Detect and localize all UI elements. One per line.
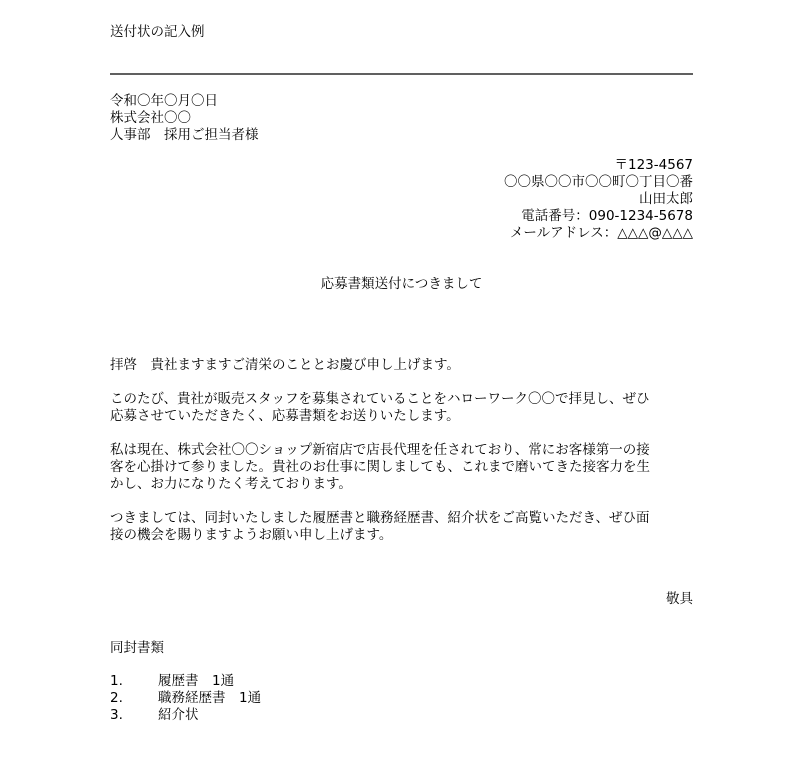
body-paragraph-1	[110, 391, 693, 425]
closing-phrase: 敬具	[666, 591, 693, 607]
sender-name: 山田太郎	[639, 191, 693, 207]
letter-subject: 応募書類送付につきまして	[320, 276, 483, 292]
document-heading: 送付状の記入例	[110, 24, 205, 40]
letter-page	[110, 0, 693, 757]
body-paragraph-2	[110, 442, 693, 493]
list-item-text: 職務経歴書 1通	[158, 690, 262, 706]
sender-postal-code: 〒123-4567	[614, 157, 693, 173]
list-item	[110, 690, 261, 707]
list-item-number: 3.	[110, 707, 123, 723]
greeting-line: 拝啓 貴社ますますご清栄のこととお慶び申し上げます。	[110, 357, 460, 373]
list-item	[110, 707, 261, 724]
paragraph-line: 応募させていただきたく、応募書類をお送りいたします。	[110, 408, 460, 424]
recipient-department: 人事部 採用ご担当者様	[110, 127, 259, 143]
sender-block	[504, 157, 693, 242]
greeting-paragraph	[110, 357, 693, 374]
paragraph-line: このたび、貴社が販売スタッフを募集されていることをハローワーク〇〇で拝見し、ぜひ	[110, 391, 650, 407]
paragraph-line: 接の機会を賜りますようお願い申し上げます。	[110, 527, 393, 543]
paragraph-line: 客を心掛けて参りました。貴社のお仕事に関しましても、これまで磨いてきた接客力を生	[110, 459, 650, 475]
list-item	[110, 673, 261, 690]
letter-date: 令和〇年〇月〇日	[110, 93, 218, 109]
body-paragraph-3	[110, 510, 693, 544]
addressee-block	[110, 93, 259, 144]
list-item-number: 1.	[110, 673, 123, 689]
sender-phone: 電話番号：090-1234-5678	[521, 208, 693, 224]
list-item-number: 2.	[110, 690, 123, 706]
sender-email: メールアドレス：△△△@△△△	[509, 225, 693, 241]
letter-body	[110, 357, 693, 561]
list-item-text: 紹介状	[158, 707, 199, 723]
paragraph-line: 私は現在、株式会社〇〇ショップ新宿店で店長代理を任されており、常にお客様第一の接	[110, 442, 650, 458]
list-item-text: 履歴書 1通	[158, 673, 235, 689]
sender-address: 〇〇県〇〇市〇〇町〇丁目〇番	[504, 174, 693, 190]
enclosures-title: 同封書類	[110, 640, 164, 656]
horizontal-rule	[110, 73, 693, 75]
recipient-company: 株式会社〇〇	[110, 110, 191, 126]
enclosures-list	[110, 673, 261, 724]
paragraph-line: かし、お力になりたく考えております。	[110, 476, 352, 492]
paragraph-line: つきましては、同封いたしました履歴書と職務経歴書、紹介状をご高覧いただき、ぜひ面	[110, 510, 650, 526]
